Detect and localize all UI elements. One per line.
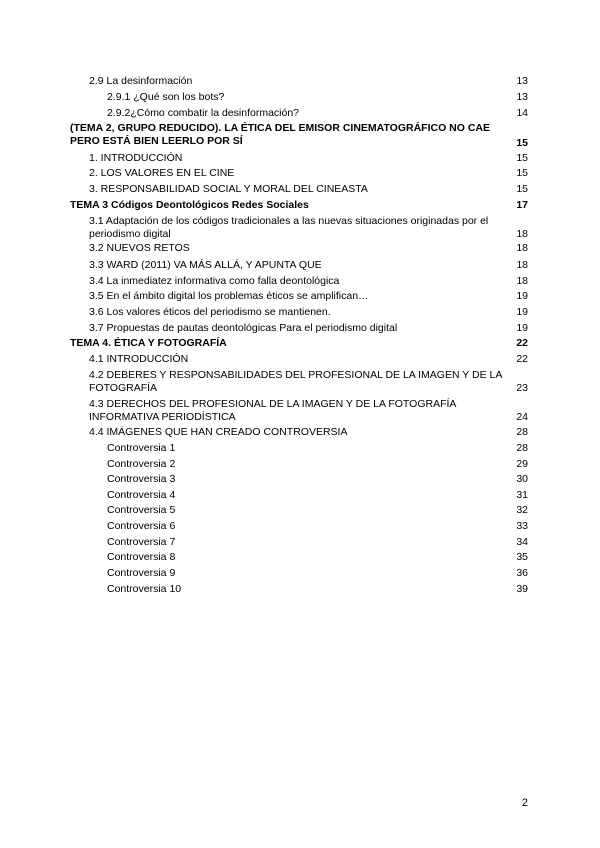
toc-subentry-text: Controversia 3 [107,473,176,485]
toc-subentry-text: Controversia 8 [107,551,176,563]
toc-entry-page: 19 [516,306,528,318]
toc-entry-page: 19 [516,290,528,302]
toc-entry-page: 23 [516,382,528,394]
toc-entry-page: 18 [516,259,528,271]
toc-entry-text: 2.9.2¿Cómo combatir la desinformación? [107,107,300,119]
toc-entry-text: 4.1 INTRODUCCIÓN [89,353,189,365]
toc-entry-page: 13 [516,91,528,103]
toc-entry-page: 15 [516,183,528,195]
toc-entry-text: 2.9.1 ¿Qué son los bots? [107,91,225,103]
toc-subentry-page: 39 [516,583,528,595]
toc-chapter-page: 22 [516,337,528,349]
toc-entry-page: 13 [516,75,528,87]
toc-subentry-text: Controversia 4 [107,489,176,501]
toc-subentry-page: 31 [516,489,528,501]
toc-entry-text: 3. RESPONSABILIDAD SOCIAL Y MORAL DEL CINEASTA [89,183,368,195]
toc-chapter-text: (TEMA 2, GRUPO REDUCIDO). LA ÉTICA DEL EMISOR CINEMATOGRÁFICO NO CAE PERO ESTÁ BIEN LEERLO POR SÍ [70,122,491,147]
toc-entry-text: 3.4 La inmediatez informativa como falla deontológica [89,275,340,287]
toc-subentry-page: 28 [516,442,528,454]
toc-subentry-page: 33 [516,520,528,532]
toc-chapter-text: TEMA 3 Códigos Deontológicos Redes Sociales [70,199,309,211]
toc-chapter-page: 17 [516,199,528,211]
toc-entry-text: 4.2 DEBERES Y RESPONSABILIDADES DEL PROFESIONAL DE LA IMAGEN Y DE LA FOTOGRAFÍA [89,369,502,394]
toc-subentry-text: Controversia 9 [107,567,176,579]
toc-subentry-text: Controversia 6 [107,520,176,532]
toc-entry-page: 24 [516,411,528,423]
toc-subentry-page: 35 [516,551,528,563]
toc-subentry-text: Controversia 1 [107,442,176,454]
toc-entry-text: 1. INTRODUCCIÓN [89,152,183,164]
toc-entry-page: 22 [516,353,528,365]
toc-entry-page: 14 [516,107,528,119]
toc-entry-text: 3.6 Los valores éticos del periodismo se mantienen. [89,306,331,318]
toc-subentry-text: Controversia 10 [107,583,182,595]
toc-entry-text: 3.1 Adaptación de los códigos tradicionales a las nuevas situaciones originadas por el periodismo digital [89,215,489,240]
toc-subentry-text: Controversia 7 [107,536,176,548]
toc-subentry-page: 32 [516,504,528,516]
toc-entry-text: 2.9 La desinformación [89,75,193,87]
toc-entry-text: 4.3 DERECHOS DEL PROFESIONAL DE LA IMAGEN Y DE LA FOTOGRAFÍA INFORMATIVA PERIODÍSTICA [89,398,456,423]
toc-subentry-text: Controversia 5 [107,504,176,516]
toc-entry-page: 18 [516,242,528,254]
toc-entry-text: 3.2 NUEVOS RETOS [89,242,190,254]
toc-entry-text: 4.4 IMÁGENES QUE HAN CREADO CONTROVERSIA [89,426,348,438]
toc-chapter-text: TEMA 4. ÉTICA Y FOTOGRAFÍA [70,337,227,349]
toc-entry-text: 2. LOS VALORES EN EL CINE [89,167,235,179]
toc-entry-page: 18 [516,275,528,287]
toc-subentry-page: 30 [516,473,528,485]
page-number: 2 [521,797,528,809]
toc-subentry-page: 34 [516,536,528,548]
toc-entry-page: 15 [516,152,528,164]
toc-entry-text: 3.7 Propuestas de pautas deontológicas Para el periodismo digital [89,322,398,334]
toc-entry-page: 19 [516,322,528,334]
toc-subentry-text: Controversia 2 [107,458,176,470]
toc-chapter-page: 15 [516,137,528,149]
toc-entry-page: 28 [516,426,528,438]
toc-entry-page: 15 [516,167,528,179]
toc-subentry-page: 29 [516,458,528,470]
toc-entry-text: 3.3 WARD (2011) VA MÁS ALLÁ, Y APUNTA QUE [89,259,322,271]
toc-subentry-page: 36 [516,567,528,579]
toc-entry-page: 18 [516,228,528,240]
toc-entry-text: 3.5 En el ámbito digital los problemas éticos se amplifican… [89,290,369,302]
